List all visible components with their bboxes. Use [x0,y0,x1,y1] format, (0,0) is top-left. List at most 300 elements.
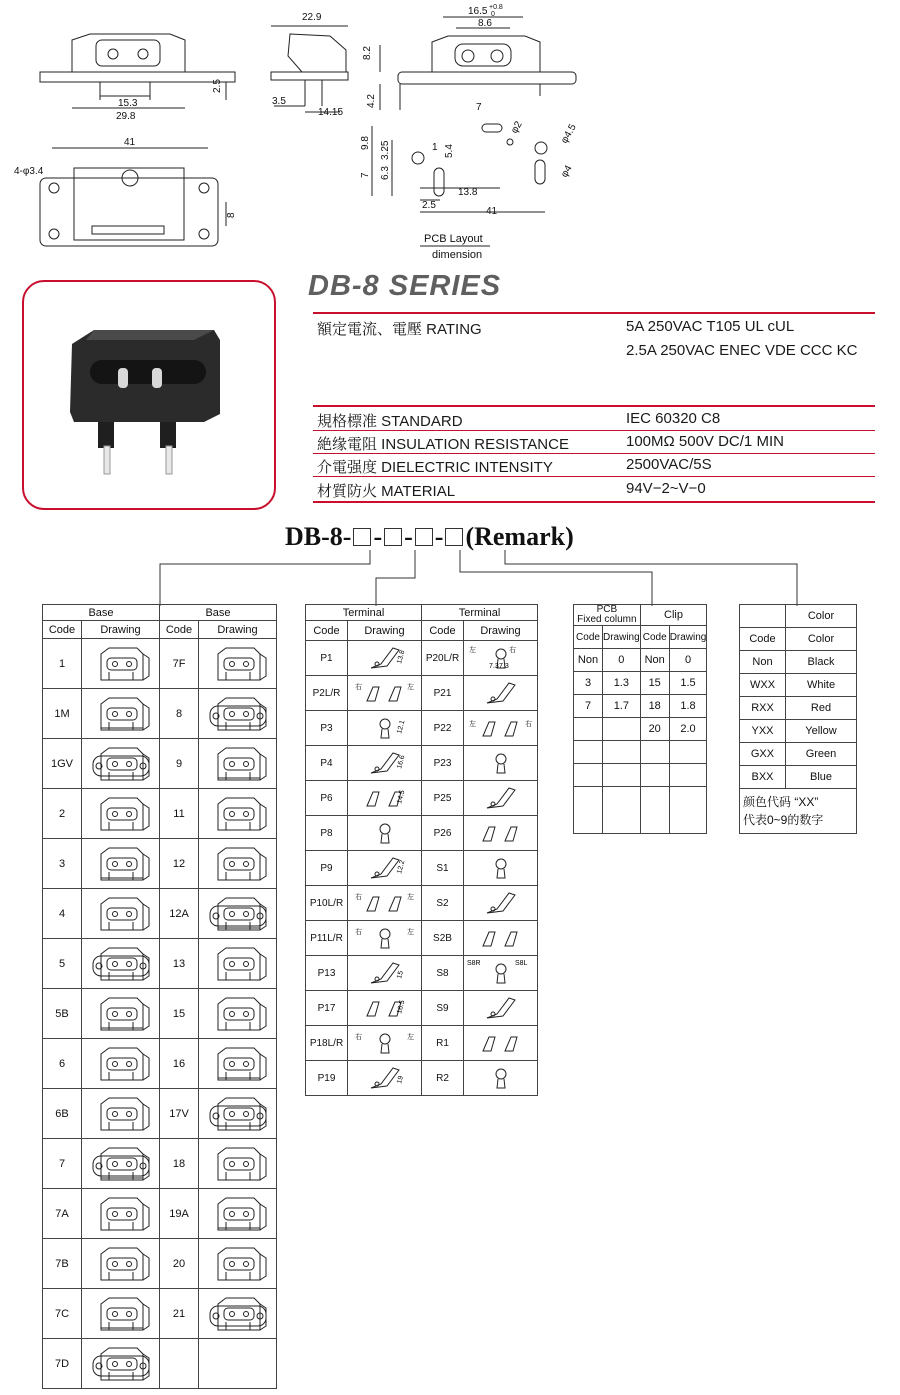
color-note [740,789,857,834]
terminal-code: P6 [306,781,348,816]
code-remark: (Remark) [465,522,574,551]
base-header-row [43,605,277,621]
color-code: Non [740,651,786,674]
base-drawing-cell [82,739,160,789]
standard-value: IEC 60320 C8 [626,410,721,427]
pcb-code: 3 [574,672,603,695]
pcb-subheader-row [574,626,707,649]
dim-2-5: 2.5 [212,79,223,93]
color-note-line2: 代表0~9的数字 [743,813,824,827]
pcb-drawing-value [669,764,707,787]
base-code: 12A [160,889,199,939]
pcb-header-row [574,605,707,626]
dim-phi2: φ2 [509,119,525,136]
base-drawing-icon [86,1292,156,1336]
terminal-table-grid [305,604,538,1096]
table-row [306,676,538,711]
base-drawing-cell [199,789,277,839]
base-drawing-cell [82,1339,160,1389]
terminal-header-left: Terminal [306,605,422,621]
base-code: 5 [43,939,82,989]
dim-29-8: 29.8 [116,111,136,122]
base-code: 2 [43,789,82,839]
pcb-code [574,764,603,787]
terminal-code: S2B [422,921,464,956]
dim-8-2: 8.2 [362,46,373,60]
base-drawing-cell [199,939,277,989]
code-box-color [445,528,463,546]
table-row [43,1089,277,1139]
material-value: 94V−2~V−0 [626,480,706,497]
col-code-header: Code [740,628,786,651]
base-drawing-icon [86,1192,156,1236]
color-code: RXX [740,697,786,720]
terminal-dim-label: 12.1 [395,719,406,735]
pcb-drawing-value [603,718,641,741]
table-row [43,1189,277,1239]
color-name: White [786,674,857,697]
color-table-grid [739,604,857,834]
base-drawing-icon [203,1142,273,1186]
part-code-format: DB-8- - - - (Remark) [285,522,574,551]
col-color-header: Color [786,628,857,651]
base-header-left: Base [43,605,160,621]
base-code: 13 [160,939,199,989]
dim-22-9: 22.9 [302,12,322,23]
table-row [740,674,857,697]
base-table [42,604,277,1389]
terminal-code: P8 [306,816,348,851]
code-prefix: DB-8- [285,522,352,551]
code-box-base [353,528,371,546]
pcb-code [574,741,603,764]
terminal-drawing-icon [465,1062,537,1094]
terminal-code: P26 [422,816,464,851]
rating-value-1: 5A 250VAC T105 UL cUL [626,318,795,335]
terminal-drawing-cell [348,921,422,956]
color-subheader-row [740,628,857,651]
dim-phi4: φ4 [559,163,575,180]
base-code: 18 [160,1139,199,1189]
empty-cell [640,787,669,834]
rating-value-2: 2.5A 250VAC ENEC VDE CCC KC [626,342,858,359]
base-drawing-cell [199,1239,277,1289]
terminal-drawing-cell [348,781,422,816]
pcb-drawing-value: 1.7 [603,695,641,718]
terminal-code: S1 [422,851,464,886]
base-drawing-cell [82,789,160,839]
base-code: 4 [43,889,82,939]
pcb-code: 20 [640,718,669,741]
bottom-view-drawing [40,148,226,246]
pcb-drawing-value: 0 [603,649,641,672]
terminal-code: P3 [306,711,348,746]
color-name: Blue [786,766,857,789]
color-note-line1: 颜色代码 “XX” [743,795,819,809]
col-drawing-header: Drawing [199,621,277,639]
terminal-code: P22 [422,711,464,746]
base-code: 17V [160,1089,199,1139]
terminal-drawing-cell [348,711,422,746]
terminal-drawing-cell [464,991,538,1026]
empty-cell [574,787,603,834]
base-code: 1M [43,689,82,739]
terminal-code: P17 [306,991,348,1026]
pcb-drawing-value [669,741,707,764]
dim-13-8: 13.8 [458,187,478,198]
pcb-drawing-value: 1.3 [603,672,641,695]
terminal-drawing-icon [349,747,421,779]
terminal-drawing-icon [349,817,421,849]
terminal-drawing-icon [349,1027,421,1059]
code-connector-lines [0,550,900,606]
base-drawing-cell [199,989,277,1039]
insulation-label: 絶缘電阻 INSULATION RESISTANCE [317,436,569,453]
dim-3-5: 3.5 [272,96,286,107]
terminal-drawing-cell [464,816,538,851]
table-row [306,711,538,746]
col-code-header: Code [574,626,603,649]
base-code: 6B [43,1089,82,1139]
color-code: WXX [740,674,786,697]
pcb-code: 15 [640,672,669,695]
table-row [43,1139,277,1189]
terminal-code: P25 [422,781,464,816]
terminal-drawing-cell [464,956,538,991]
terminal-drawing-cell [464,781,538,816]
terminal-side-mark: 右 [508,647,516,654]
base-code: 1 [43,639,82,689]
terminal-drawing-cell [464,886,538,921]
spec-divider [313,476,875,477]
base-drawing-icon [86,892,156,936]
dim-16-5: 16.5 [468,6,488,17]
terminal-drawing-cell [348,956,422,991]
color-name: Green [786,743,857,766]
base-drawing-cell [199,1289,277,1339]
col-code-header: Code [160,621,199,639]
rating-label: 額定電流、電壓 RATING [317,321,482,338]
terminal-side-mark: 左 [406,1034,414,1041]
pcb-code: 18 [640,695,669,718]
terminal-drawing-cell [464,746,538,781]
table-row [306,886,538,921]
base-drawing-icon [86,692,156,736]
base-code: 7B [43,1239,82,1289]
base-drawing-icon [86,642,156,686]
table-row [306,781,538,816]
terminal-drawing-icon [465,887,537,919]
terminal-dim-label: 12.2 [395,859,406,875]
dim-15-3: 15.3 [118,98,138,109]
table-row [43,689,277,739]
base-code: 15 [160,989,199,1039]
empty-cell [603,787,641,834]
terminal-side-mark: S8R [466,960,481,967]
base-drawing-cell [199,1039,277,1089]
table-row [43,939,277,989]
base-code: 6 [43,1039,82,1089]
base-drawing-cell [82,1189,160,1239]
table-row [574,764,707,787]
terminal-side-mark: 右 [354,929,362,936]
terminal-code: P9 [306,851,348,886]
base-drawing-cell [82,1089,160,1139]
dim-41: 41 [124,137,136,148]
base-code: 3 [43,839,82,889]
terminal-side-mark: 右 [524,721,532,728]
terminal-drawing-cell [464,711,538,746]
table-row [574,741,707,764]
base-code: 16 [160,1039,199,1089]
terminal-table [305,604,538,1096]
terminal-drawing-icon [465,922,537,954]
table-row [306,746,538,781]
dim-hole: 4-φ3.4 [14,166,44,177]
terminal-header-row [306,605,538,621]
base-code: 21 [160,1289,199,1339]
color-name: Black [786,651,857,674]
color-header-blank [740,605,786,628]
color-note-row [740,789,857,834]
terminal-drawing-cell [348,746,422,781]
base-code: 12 [160,839,199,889]
terminal-dim-label: 16.5 [395,999,406,1015]
table-row [740,720,857,743]
base-drawing-cell [82,889,160,939]
dim-8: 8 [226,212,237,218]
terminal-side-mark: 左 [468,647,476,654]
dim-3-25: 3.25 [380,140,391,160]
col-code-header: Code [422,621,464,641]
base-drawing-icon [203,642,273,686]
col-drawing-header: Drawing [464,621,538,641]
terminal-drawing-cell [348,1026,422,1061]
product-photo [24,282,274,508]
base-code [160,1339,199,1389]
pcb-drawing-value: 2.0 [669,718,707,741]
table-row [306,851,538,886]
dim-41b: 41 [486,206,498,217]
base-code: 7C [43,1289,82,1339]
terminal-side-mark: 左 [406,929,414,936]
terminal-code: P20L/R [422,641,464,676]
terminal-drawing-icon [465,1027,537,1059]
table-row [574,695,707,718]
terminal-drawing-icon [465,852,537,884]
table-row [43,989,277,1039]
table-row [43,1239,277,1289]
base-code: 1GV [43,739,82,789]
base-drawing-cell [199,1089,277,1139]
dim-2-5b: 2.5 [422,200,436,211]
pcb-drawing-value: 0 [669,649,707,672]
dim-7b: 7 [360,172,371,178]
base-drawing-cell [199,1339,277,1389]
terminal-code: P23 [422,746,464,781]
terminal-drawing-cell [464,851,538,886]
base-drawing-cell [82,939,160,989]
terminal-side-mark: S8L [514,960,527,967]
pcb-header-line1: PCB [596,604,618,615]
base-drawing-icon [203,892,273,936]
terminal-dim-label: 13.8 [395,649,406,665]
color-name: Red [786,697,857,720]
dielectric-value: 2500VAC/5S [626,456,712,473]
dim-16-5-tol2: 0 [491,11,495,18]
color-header: Color [786,605,857,628]
pcb-layout-label: PCB Layout [424,233,483,245]
front-view-drawing [40,34,235,108]
terminal-code: P18L/R [306,1026,348,1061]
pcb-code: Non [640,649,669,672]
terminal-drawing-icon [349,677,421,709]
spec-divider [313,405,875,407]
terminal-subheader-row [306,621,538,641]
iso-view-drawing [380,17,576,110]
base-drawing-cell [199,889,277,939]
base-drawing-icon [203,792,273,836]
terminal-side-mark: 右 [354,684,362,691]
terminal-drawing-cell [464,641,538,676]
terminal-drawing-icon [349,712,421,744]
dim-1: 1 [432,142,438,153]
terminal-code: P4 [306,746,348,781]
base-drawing-cell [199,639,277,689]
terminal-code: P21 [422,676,464,711]
terminal-drawing-cell [348,886,422,921]
table-row [43,839,277,889]
pcb-code: Non [574,649,603,672]
dim-16-5-tol: +0.8 [489,4,503,11]
table-row [740,697,857,720]
base-drawing-icon [203,692,273,736]
table-row [43,1339,277,1389]
base-code: 9 [160,739,199,789]
terminal-drawing-icon [349,1062,421,1094]
col-code-header: Code [306,621,348,641]
terminal-drawing-icon [349,852,421,884]
color-code: YXX [740,720,786,743]
terminal-header-right: Terminal [422,605,538,621]
technical-drawings [0,0,900,270]
terminal-drawing-icon [465,677,537,709]
terminal-side-mark: 左 [406,894,414,901]
color-table [739,604,857,834]
pcb-header-line2: Fixed column [577,614,637,625]
base-drawing-icon [86,1142,156,1186]
terminal-drawing-icon [349,957,421,989]
terminal-side-mark: 左 [406,684,414,691]
terminal-drawing-cell [464,921,538,956]
table-row [306,921,538,956]
terminal-drawing-cell [464,1026,538,1061]
pcb-code [640,764,669,787]
table-row [740,651,857,674]
spec-divider [313,312,875,314]
base-drawing-icon [203,1242,273,1286]
terminal-drawing-cell [464,676,538,711]
pcb-code: 7 [574,695,603,718]
table-row [740,766,857,789]
col-drawing-header: Drawing [82,621,160,639]
terminal-drawing-icon [465,747,537,779]
base-code: 11 [160,789,199,839]
terminal-drawing-cell [348,641,422,676]
base-drawing-cell [82,989,160,1039]
base-drawing-cell [199,739,277,789]
terminal-drawing-icon [349,782,421,814]
dim-14-15: 14.15 [318,107,344,118]
terminal-drawing-icon [349,992,421,1024]
color-code: BXX [740,766,786,789]
terminal-drawing-icon [349,922,421,954]
series-title: DB-8 SERIES [308,270,502,302]
table-row [306,956,538,991]
dim-9-8: 9.8 [360,136,371,150]
color-header-row [740,605,857,628]
table-row [574,649,707,672]
table-row [306,816,538,851]
base-drawing-icon [86,742,156,786]
base-drawing-icon [86,1042,156,1086]
base-drawing-icon [86,1092,156,1136]
terminal-dim-label: 15 [395,970,405,980]
clip-header: Clip [640,605,707,626]
spec-divider [313,501,875,503]
base-drawing-icon [203,1092,273,1136]
insulation-value: 100MΩ 500V DC/1 MIN [626,433,784,450]
standard-label: 規格標准 STANDARD [317,413,463,430]
terminal-side-mark: 7.3 [498,663,509,670]
color-name: Yellow [786,720,857,743]
base-drawing-icon [86,842,156,886]
base-code: 7A [43,1189,82,1239]
base-drawing-icon [86,1242,156,1286]
base-drawing-icon [86,942,156,986]
product-photo-frame [22,280,276,510]
pcb-header [574,605,641,626]
col-code-header: Code [640,626,669,649]
table-row [43,1039,277,1089]
spec-divider [313,430,875,431]
terminal-drawing-cell [348,816,422,851]
base-drawing-cell [82,1289,160,1339]
base-drawing-cell [82,839,160,889]
table-row [43,789,277,839]
dim-4-2: 4.2 [366,94,377,108]
terminal-code: S2 [422,886,464,921]
dim-5-4: 5.4 [444,144,455,158]
terminal-drawing-icon [349,887,421,919]
base-drawing-cell [199,689,277,739]
base-drawing-icon [86,1342,156,1386]
terminal-side-mark: 左 [468,721,476,728]
base-code: 8 [160,689,199,739]
terminal-drawing-icon [465,712,537,744]
dim-7: 7 [476,102,482,113]
terminal-code: P2L/R [306,676,348,711]
terminal-code: R1 [422,1026,464,1061]
base-drawing-cell [82,1239,160,1289]
base-drawing-cell [199,1139,277,1189]
base-code: 7 [43,1139,82,1189]
code-box-terminal [384,528,402,546]
base-drawing-icon [203,942,273,986]
code-box-pcb [415,528,433,546]
terminal-code: R2 [422,1061,464,1096]
pcb-code [640,741,669,764]
